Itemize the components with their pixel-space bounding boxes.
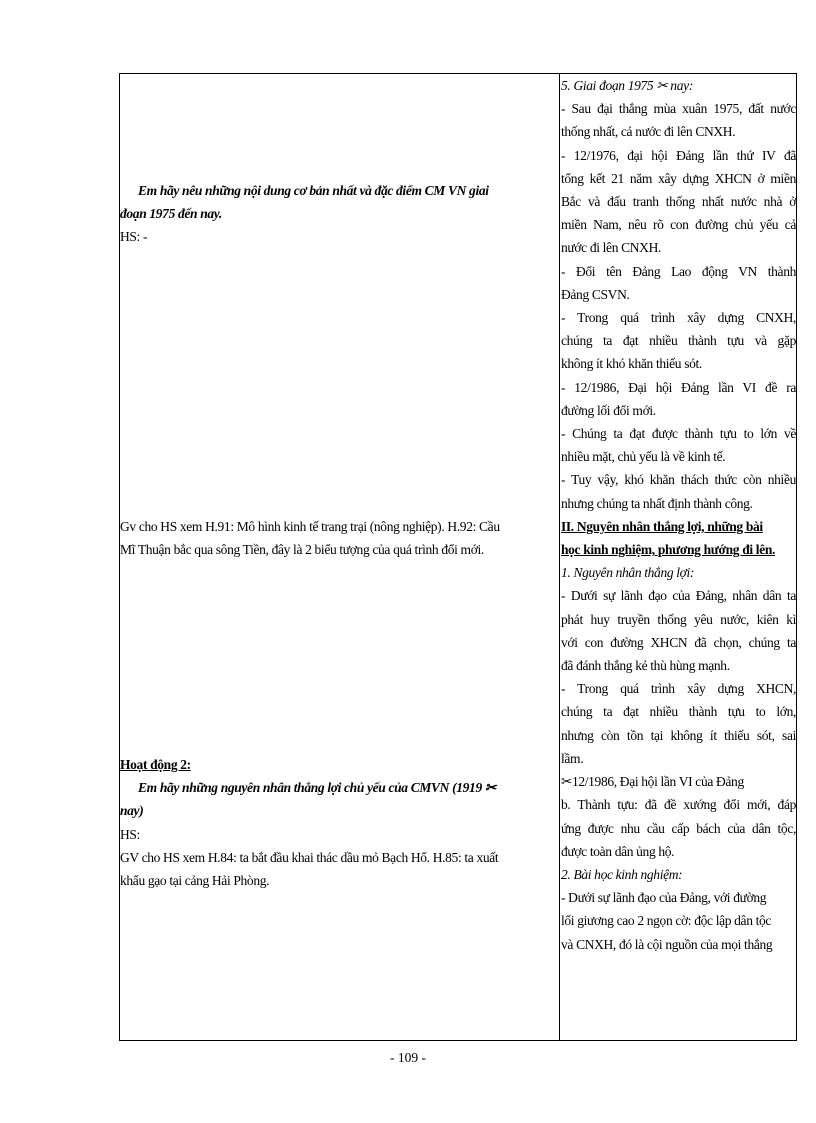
content-line: - Chúng ta đạt được thành tựu to lớn về bbox=[561, 426, 796, 442]
question-1-line-2: đoạn 1975 đến nay. bbox=[120, 206, 222, 222]
content-line: ứng được nhu cầu cấp bách của dân tộc, bbox=[561, 820, 796, 836]
student-answer-1: HS: - bbox=[120, 229, 148, 245]
teacher-note-2-line-1: GV cho HS xem H.84: ta bắt đầu khai thác dầu mỏ Bạch Hổ. H.85: ta xuất bbox=[120, 849, 499, 865]
question-block-1 bbox=[120, 179, 557, 249]
content-line: với con đường XHCN đã chọn, chúng ta bbox=[561, 634, 796, 650]
content-line: - 12/1976, đại hội Đảng lần thứ IV đã bbox=[561, 147, 796, 163]
content-line: - Tuy vậy, khó khăn thách thức còn nhiều bbox=[561, 472, 796, 488]
question-2-line-2: nay) bbox=[120, 803, 144, 819]
content-line: lối giương cao 2 ngọn cờ: độc lập dân tộc bbox=[561, 913, 772, 929]
content-line: - Đổi tên Đảng Lao động VN thành bbox=[561, 263, 796, 279]
content-line: 5. Giai đoạn 1975 ✂ nay: bbox=[561, 78, 693, 93]
student-answer-2: HS: bbox=[120, 826, 140, 842]
content-line: miền Nam, nêu rõ con đường chủ yếu cả bbox=[561, 217, 796, 233]
teacher-note-1-line-1: Gv cho HS xem H.91: Mô hình kinh tế trang trại (nông nghiệp). H.92: Cầu bbox=[120, 519, 500, 534]
content-line: Đảng CSVN. bbox=[561, 286, 630, 302]
content-line: và CNXH, đó là cội nguồn của mọi thắng bbox=[561, 936, 773, 952]
teacher-student-activities-column bbox=[120, 74, 557, 1040]
content-line: chúng ta đạt nhiều thành tựu to lớn, bbox=[561, 704, 796, 720]
content-line: nhưng chúng ta nhất định thành công. bbox=[561, 495, 753, 511]
content-line: phát huy truyền thống yêu nước, kiên kì bbox=[561, 611, 796, 627]
content-line: chúng ta đạt nhiều thành tựu và gặp bbox=[561, 333, 796, 349]
content-line: Bắc và đấu tranh thống nhất nước nhà ở bbox=[561, 194, 796, 210]
activity-2-heading: Hoạt động 2: bbox=[120, 757, 191, 772]
content-line: thống nhất, cả nước đi lên CNXH. bbox=[561, 124, 736, 140]
teacher-note-2-line-2: khẩu gạo tại cảng Hải Phòng. bbox=[120, 873, 270, 889]
content-line: II. Nguyên nhân thắng lợi, những bài bbox=[561, 518, 763, 534]
lesson-table bbox=[119, 73, 797, 1041]
lesson-content-column bbox=[561, 74, 796, 1040]
content-line: được toàn dân ủng hộ. bbox=[561, 843, 675, 859]
content-line: - Trong quá trình xây dựng CNXH, bbox=[561, 310, 796, 326]
activity-2-block bbox=[120, 753, 557, 892]
content-line: b. Thành tựu: đã đề xướng đổi mới, đáp bbox=[561, 797, 796, 813]
content-line: ✂12/1986, Đại hội lần VI của Đảng bbox=[561, 774, 744, 790]
content-line: 2. Bài học kinh nghiệm: bbox=[561, 866, 683, 882]
content-line: nước đi lên CNXH. bbox=[561, 240, 661, 256]
content-line: tổng kết 21 năm xây dựng XHCN ở miền bbox=[561, 170, 796, 186]
content-line: nhiều mặt, chủ yếu là về kinh tế. bbox=[561, 449, 726, 465]
content-line: - Trong quá trình xây dựng XHCN, bbox=[561, 681, 796, 697]
content-line: - Dưới sự lãnh đạo của Đảng, với đường bbox=[561, 890, 767, 906]
content-line: đường lối đổi mới. bbox=[561, 402, 656, 418]
teacher-note-1-line-2: Mĩ Thuận bắc qua sông Tiền, đây là 2 biểu tượng của quá trình đổi mới. bbox=[120, 542, 484, 558]
content-line: - 12/1986, Đại hội Đảng lần VI đề ra bbox=[561, 379, 796, 395]
content-line: học kinh nghiệm, phương hướng đi lên. bbox=[561, 542, 776, 558]
content-line: nhưng còn tồn tại không ít thiếu sót, sai bbox=[561, 727, 796, 743]
content-line: - Dưới sự lãnh đạo của Đảng, nhân dân ta bbox=[561, 588, 796, 604]
question-2-line-1: Em hãy những nguyên nhân thắng lợi chủ yếu của CMVN (1919 ✂ bbox=[138, 780, 496, 796]
content-line: đã đánh thắng kẻ thù hùng mạnh. bbox=[561, 658, 730, 674]
content-line: 1. Nguyên nhân thắng lợi: bbox=[561, 565, 695, 581]
content-line: - Sau đại thắng mùa xuân 1975, đất nước bbox=[561, 101, 796, 117]
page-number: - 109 - bbox=[390, 1050, 426, 1065]
content-line: không ít khó khăn thiếu sót. bbox=[561, 356, 702, 372]
content-line: lầm. bbox=[561, 750, 584, 766]
column-divider bbox=[559, 74, 560, 1040]
question-1-line-1: Em hãy nêu những nội dung cơ bản nhất và đặc điểm CM VN giai bbox=[138, 183, 489, 198]
teacher-note-block-1 bbox=[120, 515, 557, 561]
